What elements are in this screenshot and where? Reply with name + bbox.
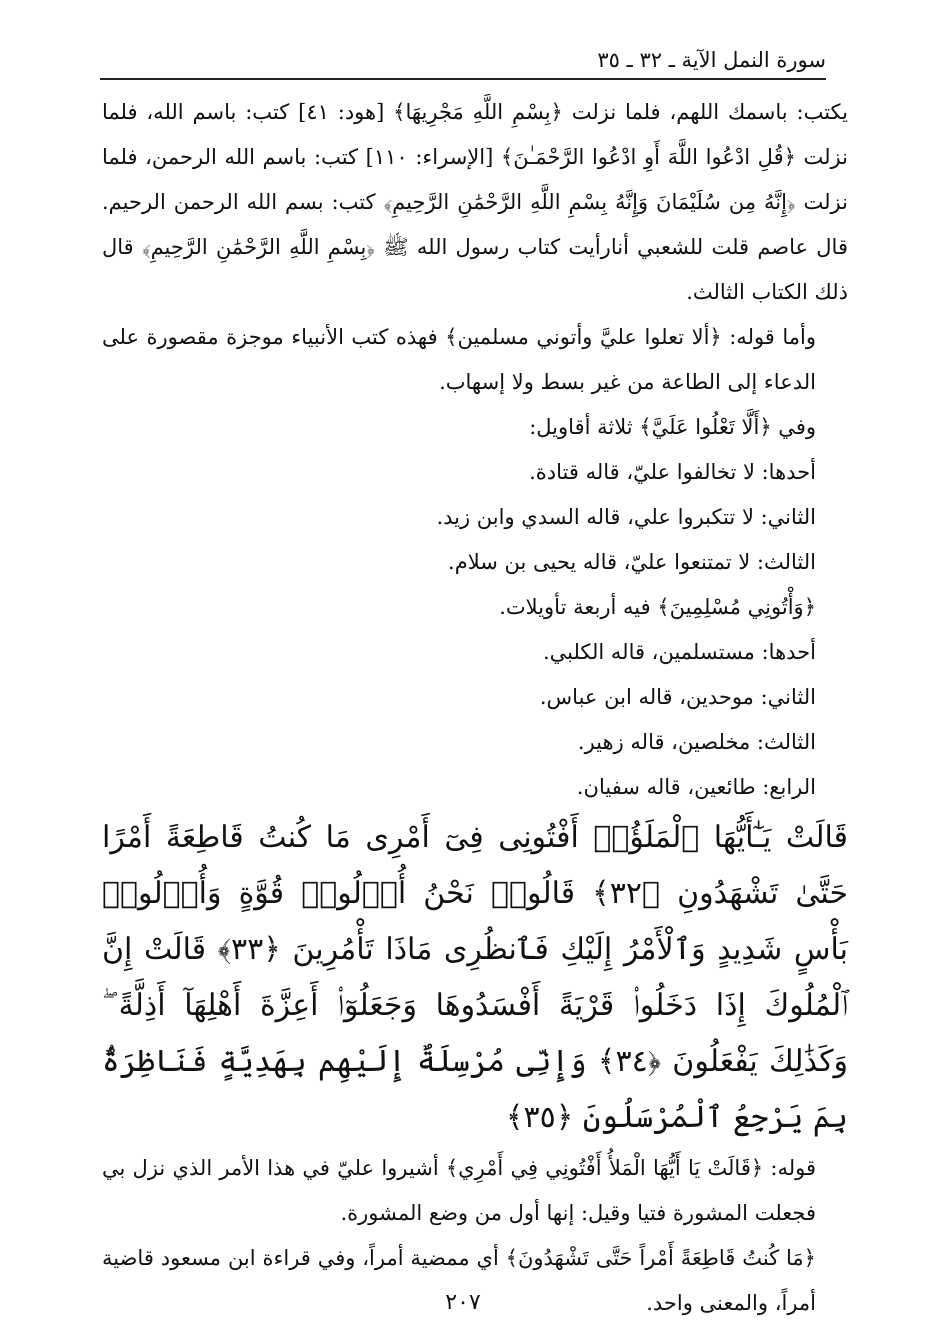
paragraph-basmala-history: يكتب: باسمك اللهم، فلما نزلت ﴿بِسْمِ اللَّهِ مَجْرِيهَا﴾ [هود: ٤١] كتب: باسم الله، فلما نزلت ﴿قُلِ ادْعُوا اللَّهَ أَوِ ادْعُوا الرَّحْمَـٰنَ﴾ [الإسراء: ١١٠] كتب: باسم الله الرحمن، فلما نزلت ﴿إِنَّهُ مِن سُلَيْمَانَ وَإِنَّهُ بِسْمِ اللَّهِ الرَّحْمَٰنِ الرَّحِيمِ﴾ كتب: بسم الله الرحمن الرحيم. قال عاصم قلت للشعبي أنارأيت كتاب رسول الله ﷺ ﴿بِسْمِ اللَّهِ الرَّحْمَٰنِ الرَّحِيمِ﴾ قال ذلك الكتاب الثالث. bbox=[102, 100, 848, 304]
running-title: سورة النمل الآية ـ ٣٢ ـ ٣٥ bbox=[597, 48, 826, 72]
interpretation-1: أحدها: مستسلمين، قاله الكلبي. bbox=[542, 640, 816, 664]
quran-verses-block: قَالَتْ يَـٰٓأَيُّهَا ٱلْمَلَؤُا۟ أَفْتُونِى فِىٓ أَمْرِى مَا كُنتُ قَاطِعَةً أَمْرًا حَتَّىٰ تَشْهَدُونِ ﴿٣٢﴾ قَالُوا۟ نَحْنُ أُو۟لُوا۟ قُوَّةٍ وَأُو۟لُوا۟ بَأْسٍ شَدِيدٍ وَٱلْأَمْرُ إِلَيْكِ فَٱنظُرِى مَاذَا تَأْمُرِينَ ﴿٣٣﴾ قَالَتْ إِنَّ ٱلْمُلُوكَ إِذَا دَخَلُوا۟ قَرْيَةً أَفْسَدُوهَا وَجَعَلُوٓا۟ أَعِزَّةَ أَهْلِهَآ أَذِلَّةً ۖ وَكَذَٰلِكَ يَفْعَلُونَ ﴿٣٤﴾ وَإِنِّى مُرْسِلَةٌ إِلَيْهِم بِهَدِيَّةٍ فَنَاظِرَةٌۢ بِمَ يَرْجِعُ ٱلْمُرْسَلُونَ ﴿٣٥﴾ bbox=[102, 820, 849, 1135]
page-body bbox=[102, 90, 848, 1326]
paragraph-four-interpretations: ﴿وَأْتُونِي مُسْلِمِينَ﴾ فيه أربعة تأويلات. bbox=[499, 595, 816, 619]
interpretation-4: الرابع: طائعين، قاله سفيان. bbox=[576, 775, 816, 799]
interpretation-3: الثالث: مخلصين، قاله زهير. bbox=[577, 730, 816, 754]
saying-2: الثاني: لا تتكبروا علي، قاله السدي وابن زيد. bbox=[436, 505, 816, 529]
page-header bbox=[100, 48, 826, 80]
saying-1: أحدها: لا تخالفوا عليّ، قاله قتادة. bbox=[529, 460, 816, 484]
commentary-2: ﴿مَا كُنتُ قَاطِعَةً أَمْراً حَتَّى تَشْهَدُونَ﴾ أي ممضية أمراً، وفي قراءة ابن مسعود قاضية أمراً، والمعنى واحد. bbox=[102, 1246, 816, 1315]
paragraph-prophet-letters: وأما قوله: ﴿ألا تعلوا عليَّ وأتوني مسلمين﴾ فهذه كتب الأنبياء موجزة مقصورة على الدعاء إلى الطاعة من غير بسط ولا إسهاب. bbox=[102, 325, 816, 394]
interpretation-2: الثاني: موحدين، قاله ابن عباس. bbox=[539, 685, 816, 709]
paragraph-three-sayings: وفي ﴿أَلَّا تَعْلُوا عَلَيَّ﴾ ثلاثة أقاويل: bbox=[529, 415, 816, 439]
saying-3: الثالث: لا تمتنعوا عليّ، قاله يحيى بن سلام. bbox=[448, 550, 816, 574]
page-number: ٢٠٧ bbox=[445, 1290, 481, 1315]
commentary-1: قوله: ﴿قَالَتْ يَا أَيُّهَا الْمَلأُ أَفْتُونِي فِي أَمْرِي﴾ أشيروا عليّ في هذا الأمر الذي نزل بي فجعلت المشورة فتيا وقيل: إنها أول من وضع المشورة. bbox=[102, 1156, 816, 1225]
